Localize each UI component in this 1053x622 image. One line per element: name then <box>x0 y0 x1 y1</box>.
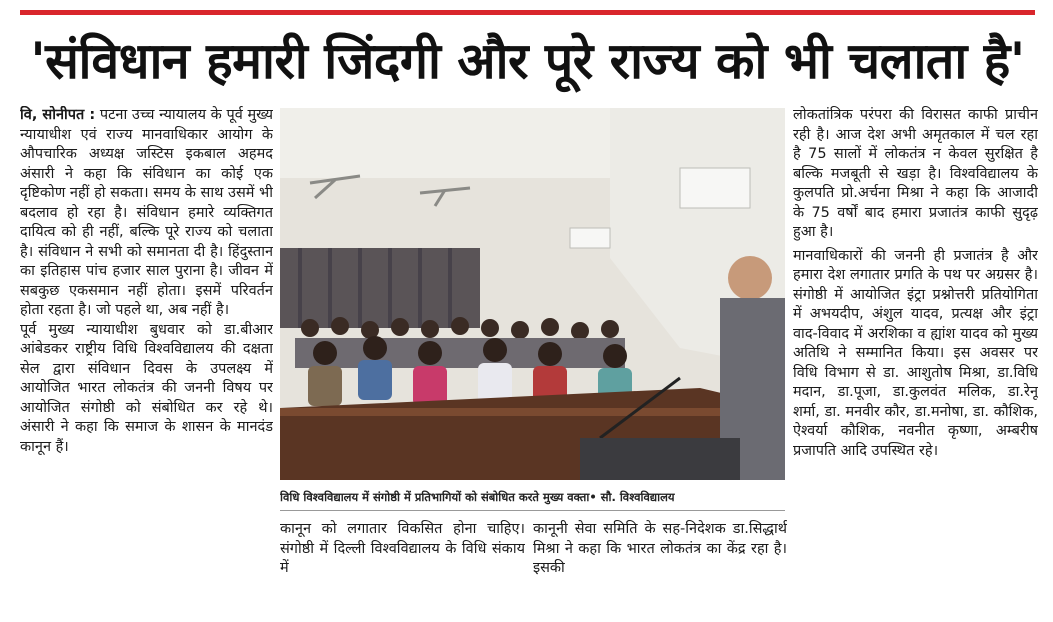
article-column-1 <box>20 106 273 598</box>
article-column-4 <box>793 106 1038 598</box>
header-rule <box>20 10 1035 15</box>
article-column-2 <box>280 520 525 600</box>
event-photo <box>280 108 785 480</box>
paragraph: लोकतांत्रिक परंपरा की विरासत काफी प्राचीन रही है। आज देश अभी अमृतकाल में चल रहा है 75 सालों में लोकतंत्र न केवल सुरक्षित है बल्कि मजबूती से खड़ा है। विश्वविद्यालय के कुलपति प्रो.अर्चना मिश्रा ने कहा कि आजादी के 75 वर्षों बाद हमारा प्रजातंत्र काफी सुदृढ़ हुआ है। <box>793 107 1038 240</box>
paragraph: पूर्व मुख्य न्यायाधीश बुधवार को डा.बीआर आंबेडकर राष्ट्रीय विधि विश्वविद्यालय की दक्षता सेल द्वारा संविधान दिवस के उपलक्ष्य में आयोजित भारत लोकतंत्र की जननी विषय पर आयोजित संगोष्ठी को संबोधित कर रहे थे। अंसारी ने कहा कि समाज के शासन के मानदंड कानून हैं। <box>20 321 273 455</box>
article-column-3 <box>533 520 787 600</box>
seminar-photo-illustration <box>280 108 785 480</box>
dateline: वि, सोनीपत : <box>20 107 96 123</box>
paragraph: मानवाधिकारों की जननी ही प्रजातंत्र है और हमारा देश लगातार प्रगति के पथ पर अग्रसर है। संगोष्ठी में आयोजित इंट्रा प्रश्नोत्तरी प्रतियोगिता में अभयदीप, अंशुल यादव, प्रत्यक्ष और इंट्रा वाद-विवाद में अरशिका व ह्यांश यादव को मुख्य अतिथि ने सम्मानित किया। इस अवसर पर विधि विभाग से डा. आशुतोष मिश्रा, डा.विधि मदान, डा.पूजा, डा.कुलवंत मलिक, डा.रेनू शर्मा, डा. मनवीर कौर, डा.मनोषा, डा. कौशिक, ऐश्वर्या कौशिक, नवनीत कृष्णा, अम्बरीष प्रजापति आदि उपस्थित रहे। <box>793 247 1038 459</box>
photo-caption: विधि विश्वविद्यालय में संगोष्ठी में प्रतिभागियों को संबोधित करते मुख्य वक्ता• सौ. विश्वविद्यालय <box>280 484 785 511</box>
paragraph <box>20 106 273 321</box>
headline: 'संविधान हमारी जिंदगी और पूरे राज्य को भी चलाता है' <box>30 32 1025 90</box>
paragraph-text: पटना उच्च न्यायालय के पूर्व मुख्य न्यायाधीश एवं राज्य मानवाधिकार आयोग के औपचारिक अध्यक्ष जस्टिस इकबाल अहमद अंसारी ने कहा कि संविधान का कोई एक दृष्टिकोण नहीं हो सकता। समय के साथ उसमें भी बदलाव हो रहा है। संविधान हमारे व्यक्तिगत दायित्व को ही नहीं, बल्कि पूरे राज्य को चलाता है। संविधान ने सभी को समानता दी है। हिंदुस्तान का इतिहास पांच हजार साल पुराना है। जीवन में सबकुछ एकसमान नहीं होता। इसमें परिवर्तन होता रहता है। जो पहले था, अब नहीं है। <box>20 107 273 318</box>
paragraph: कानूनी सेवा समिति के सह-निदेशक डा.सिद्धार्थ मिश्रा ने कहा कि भारत लोकतंत्र का केंद्र रहा है। इसकी <box>533 521 787 576</box>
paragraph: कानून को लगातार विकसित होना चाहिए। संगोष्ठी में दिल्ली विश्वविद्यालय के विधि संकाय में <box>280 521 525 576</box>
